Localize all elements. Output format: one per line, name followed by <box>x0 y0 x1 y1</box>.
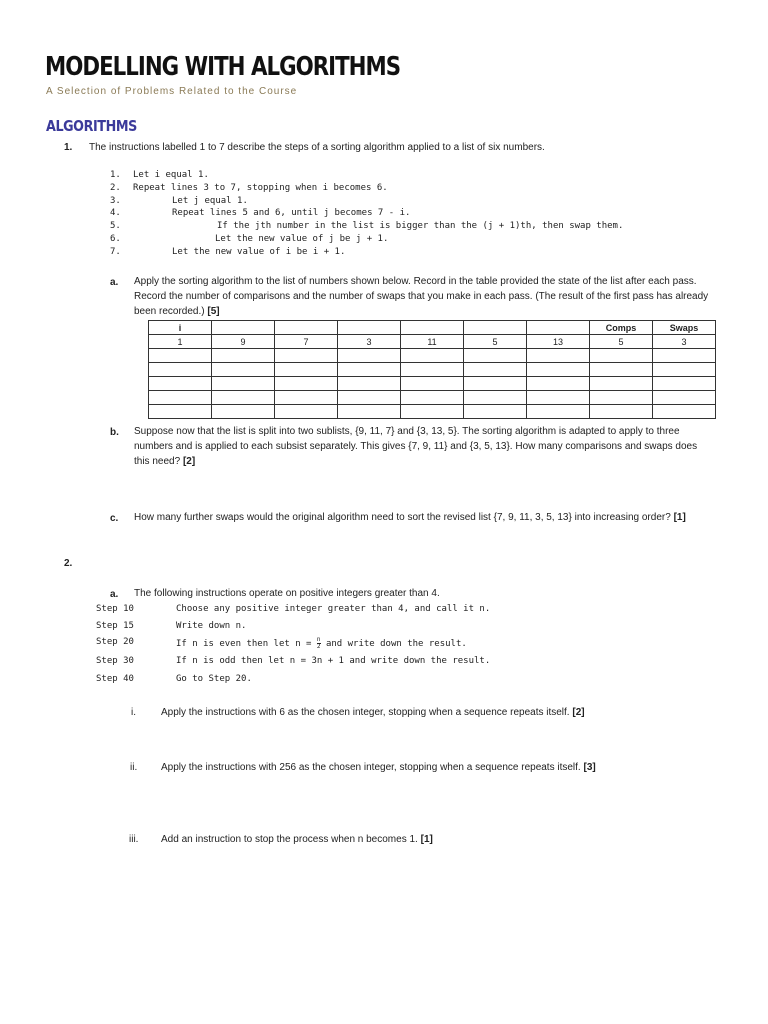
part-iii-question: Add an instruction to stop the process when n becomes 1. <box>161 834 418 845</box>
table-header-cell <box>464 321 527 335</box>
table-cell <box>527 391 590 405</box>
table-cell: 9 <box>212 335 275 349</box>
table-cell <box>527 377 590 391</box>
question-1-number: 1. <box>64 142 73 153</box>
table-cell <box>338 349 401 363</box>
algorithm-line-number: 6. <box>110 234 121 244</box>
table-cell <box>338 363 401 377</box>
table-cell <box>527 405 590 419</box>
table-header-cell: Comps <box>590 321 653 335</box>
table-cell <box>590 391 653 405</box>
part-iii-label: iii. <box>129 834 139 845</box>
table-cell <box>149 363 212 377</box>
step-instruction: Write down n. <box>176 621 247 631</box>
table-row <box>149 335 716 349</box>
table-cell <box>401 377 464 391</box>
part-c-text <box>134 510 686 525</box>
part-iii-marks: [1] <box>420 834 433 845</box>
step-20-pre: If n is even then let n = <box>176 639 312 649</box>
algorithm-line-text: Let the new value of j be j + 1. <box>215 234 389 244</box>
table-header-cell <box>212 321 275 335</box>
table-cell <box>590 405 653 419</box>
part-ii-question: Apply the instructions with 256 as the chosen integer, stopping when a sequence repeats itself. <box>161 762 581 773</box>
table-cell <box>464 363 527 377</box>
table-cell <box>338 405 401 419</box>
algorithm-line-text: Repeat lines 3 to 7, stopping when i becomes 6. <box>133 182 388 193</box>
algorithm-line-number: 7. <box>110 246 121 257</box>
table-row <box>149 363 716 377</box>
algorithm-line-text: Let i equal 1. <box>133 170 209 180</box>
step-20-post: and write down the result. <box>325 639 467 649</box>
table-cell <box>464 377 527 391</box>
table-header-row <box>149 321 716 335</box>
part-i-label: i. <box>131 707 136 718</box>
step-instruction: If n is odd then let n = 3n + 1 and write down the result. <box>176 656 491 666</box>
table-cell <box>464 349 527 363</box>
algorithm-line-number: 1. <box>110 170 121 180</box>
algorithm-line-text: If the jth number in the list is bigger than the (j + 1)th, then swap them. <box>217 221 624 232</box>
algorithm-line-text: Let the new value of i be i + 1. <box>172 246 346 257</box>
table-cell <box>401 363 464 377</box>
table-cell <box>653 363 716 377</box>
table-row <box>149 349 716 363</box>
table-cell <box>653 391 716 405</box>
q2-part-a-label: a. <box>110 589 119 600</box>
table-cell: 7 <box>275 335 338 349</box>
table-header-cell <box>338 321 401 335</box>
step-label: Step 20 <box>96 637 134 647</box>
table-cell <box>149 391 212 405</box>
table-cell <box>212 391 275 405</box>
part-iii-text <box>161 832 433 847</box>
step-label: Step 15 <box>96 621 134 631</box>
table-cell: 5 <box>590 335 653 349</box>
table-cell <box>212 349 275 363</box>
table-cell <box>590 377 653 391</box>
table-cell <box>149 349 212 363</box>
table-cell <box>401 391 464 405</box>
section-heading: ALGORITHMS <box>46 117 137 135</box>
table-cell <box>653 349 716 363</box>
table-cell <box>275 391 338 405</box>
table-cell <box>338 377 401 391</box>
part-ii-label: ii. <box>130 762 138 773</box>
table-cell <box>149 377 212 391</box>
table-cell <box>464 405 527 419</box>
page-title: MODELLING WITH ALGORITHMS <box>45 52 401 82</box>
page-subtitle: A Selection of Problems Related to the Course <box>46 86 298 97</box>
fraction-denominator: 2 <box>316 643 321 650</box>
table-cell <box>527 349 590 363</box>
part-c-marks: [1] <box>673 512 686 523</box>
table-row <box>149 405 716 419</box>
table-cell <box>590 349 653 363</box>
table-cell <box>212 405 275 419</box>
step-instruction: Go to Step 20. <box>176 674 252 684</box>
part-i-text <box>161 705 585 720</box>
part-b-label: b. <box>110 427 119 438</box>
table-header-cell <box>275 321 338 335</box>
table-row <box>149 391 716 405</box>
table-cell <box>590 363 653 377</box>
part-b-text <box>134 424 714 469</box>
part-i-marks: [2] <box>572 707 585 718</box>
table-header-cell <box>401 321 464 335</box>
pass-table <box>148 320 716 419</box>
table-cell <box>653 405 716 419</box>
table-cell <box>212 377 275 391</box>
part-ii-marks: [3] <box>583 762 596 773</box>
algorithm-line-number: 5. <box>110 221 121 232</box>
algorithm-line-number: 4. <box>110 208 121 219</box>
part-b-question: Suppose now that the list is split into two sublists, {9, 11, 7} and {3, 13, 5}. The sorting algorithm is adapted to apply to three numbers and is applied to each subsist separately. This gives {7, 9, 11} and {3, 5, 13}. How many comparisons and swaps does this need? <box>134 426 698 467</box>
table-cell: 3 <box>338 335 401 349</box>
table-row <box>149 377 716 391</box>
step-instruction: Choose any positive integer greater than 4, and call it n. <box>176 604 491 614</box>
part-a-label: a. <box>110 277 119 288</box>
fraction-numerator: n <box>316 636 321 643</box>
part-c-label: c. <box>110 513 119 524</box>
q2-part-a-text: The following instructions operate on positive integers greater than 4. <box>134 588 440 599</box>
algorithm-line-number: 3. <box>110 195 121 206</box>
table-cell: 11 <box>401 335 464 349</box>
table-cell <box>275 349 338 363</box>
table-cell <box>401 349 464 363</box>
part-a-question: Apply the sorting algorithm to the list of numbers shown below. Record in the table provided the state of the list after each pass. Record the number of comparisons and the number of swaps that you make in each pass. (The result of the first pass has already been recorded.) <box>134 276 709 317</box>
part-a-marks: [5] <box>207 306 220 317</box>
table-cell: 13 <box>527 335 590 349</box>
step-label: Step 40 <box>96 674 134 684</box>
table-header-cell: i <box>149 321 212 335</box>
algorithm-line-text: Repeat lines 5 and 6, until j becomes 7 - i. <box>172 208 411 219</box>
part-a-text <box>134 274 719 319</box>
part-ii-text <box>161 760 596 775</box>
algorithm-line-text: Let j equal 1. <box>172 195 248 206</box>
table-cell <box>653 377 716 391</box>
table-cell <box>275 377 338 391</box>
table-header-cell <box>527 321 590 335</box>
question-2-number: 2. <box>64 558 73 569</box>
algorithm-line-number: 2. <box>110 182 121 193</box>
part-c-question: How many further swaps would the original algorithm need to sort the revised list {7, 9, 11, 3, 5, 13} into increasing order? <box>134 512 671 523</box>
table-header-cell: Swaps <box>653 321 716 335</box>
part-b-marks: [2] <box>182 456 196 467</box>
table-cell <box>212 363 275 377</box>
part-i-question: Apply the instructions with 6 as the chosen integer, stopping when a sequence repeats itself. <box>161 707 570 718</box>
table-cell <box>527 363 590 377</box>
table-cell <box>401 405 464 419</box>
table-cell <box>149 405 212 419</box>
table-cell <box>275 405 338 419</box>
step-instruction <box>176 637 467 650</box>
fraction-n-over-2 <box>317 637 321 650</box>
table-cell <box>464 391 527 405</box>
table-cell: 5 <box>464 335 527 349</box>
table-cell <box>275 363 338 377</box>
table-cell <box>338 391 401 405</box>
table-cell: 1 <box>149 335 212 349</box>
table-cell: 3 <box>653 335 716 349</box>
question-1-intro: The instructions labelled 1 to 7 describe the steps of a sorting algorithm applied to a list of six numbers. <box>89 142 545 153</box>
step-label: Step 30 <box>96 656 134 666</box>
step-label: Step 10 <box>96 604 134 614</box>
